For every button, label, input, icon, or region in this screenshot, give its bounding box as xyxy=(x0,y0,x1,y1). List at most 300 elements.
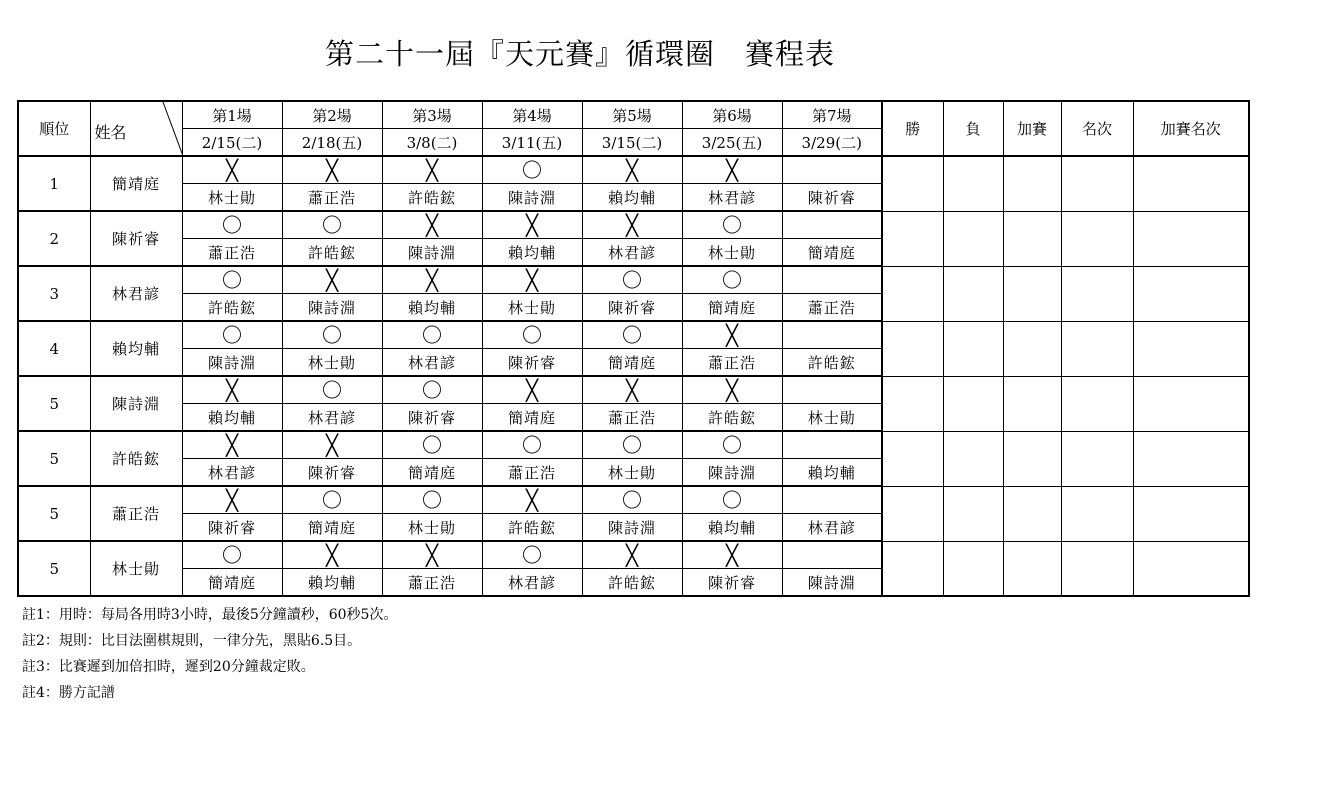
note-line: 註1：用時：每局各用時3小時，最後5分鐘讀秒，60秒5次。 xyxy=(22,607,398,623)
game-result-cell xyxy=(282,486,382,514)
opponent-name: 陳祈睿 xyxy=(407,408,456,427)
game-result-cell xyxy=(682,541,782,569)
opponent-cell xyxy=(582,569,682,597)
game-result-cell xyxy=(582,266,682,294)
game-result-cell xyxy=(682,486,782,514)
game-result-mark: 〇 xyxy=(422,487,442,512)
game-result-mark: ╳ xyxy=(625,377,639,402)
game-result-cell xyxy=(282,156,382,184)
round-date: 3/11(五) xyxy=(482,129,582,157)
opponent-name: 許皓鋐 xyxy=(507,518,556,537)
player-name: 林士勛 xyxy=(90,541,182,596)
opponent-name: 蕭正浩 xyxy=(607,408,656,427)
opponent-cell xyxy=(782,349,882,377)
playoff-placing-cell xyxy=(1133,211,1249,266)
opponent-cell xyxy=(382,239,482,267)
opponent-name: 簡靖庭 xyxy=(407,463,456,482)
game-result-cell xyxy=(282,321,382,349)
playoff-placing-cell xyxy=(1133,321,1249,376)
round-label: 第5場 xyxy=(582,101,682,129)
schedule-table xyxy=(17,100,1250,597)
player-rank: 5 xyxy=(18,376,90,431)
game-result-cell xyxy=(782,486,882,514)
placing-cell xyxy=(1061,321,1133,376)
opponent-cell xyxy=(382,459,482,487)
game-result-cell xyxy=(782,431,882,459)
opponent-name: 賴均輔 xyxy=(707,518,756,537)
opponent-name: 陳詩淵 xyxy=(507,188,556,207)
placing-cell xyxy=(1061,156,1133,211)
placing-cell xyxy=(1061,541,1133,596)
game-result-mark: 〇 xyxy=(222,542,242,567)
game-result-mark: 〇 xyxy=(622,267,642,292)
player-name: 簡靖庭 xyxy=(90,156,182,211)
player-name: 許皓鋐 xyxy=(90,431,182,486)
round-label: 第4場 xyxy=(482,101,582,129)
game-result-cell xyxy=(182,156,282,184)
game-result-mark: ╳ xyxy=(425,542,439,567)
game-result-cell xyxy=(482,486,582,514)
opponent-cell xyxy=(382,349,482,377)
opponent-name: 蕭正浩 xyxy=(207,243,256,262)
player-result-row xyxy=(18,211,1249,239)
player-name: 賴均輔 xyxy=(90,321,182,376)
opponent-cell xyxy=(382,404,482,432)
opponent-cell xyxy=(282,239,382,267)
game-result-mark: 〇 xyxy=(722,432,742,457)
opponent-name: 陳詩淵 xyxy=(207,353,256,372)
game-result-cell xyxy=(782,541,882,569)
opponent-name: 許皓鋐 xyxy=(407,188,456,207)
game-result-mark: ╳ xyxy=(725,322,739,347)
game-result-cell xyxy=(682,266,782,294)
note-line: 註3：比賽遲到加倍扣時，遲到20分鐘裁定敗。 xyxy=(22,659,315,675)
opponent-cell xyxy=(382,184,482,212)
game-result-cell xyxy=(382,321,482,349)
game-result-mark: 〇 xyxy=(722,487,742,512)
round-label: 第7場 xyxy=(782,101,882,129)
playoff-cell xyxy=(1003,321,1061,376)
game-result-cell xyxy=(282,376,382,404)
game-result-mark: ╳ xyxy=(325,542,339,567)
game-result-mark: 〇 xyxy=(722,212,742,237)
opponent-cell xyxy=(682,349,782,377)
game-result-cell xyxy=(482,541,582,569)
playoff-cell xyxy=(1003,376,1061,431)
opponent-cell xyxy=(482,569,582,597)
game-result-cell xyxy=(782,266,882,294)
game-result-mark: 〇 xyxy=(222,212,242,237)
game-result-mark: ╳ xyxy=(525,487,539,512)
game-result-mark: 〇 xyxy=(522,157,542,182)
opponent-name: 蕭正浩 xyxy=(307,188,356,207)
losses-cell xyxy=(943,486,1003,541)
opponent-cell xyxy=(482,239,582,267)
game-result-cell xyxy=(382,541,482,569)
placing-cell xyxy=(1061,211,1133,266)
game-result-cell xyxy=(382,376,482,404)
game-result-mark: ╳ xyxy=(425,157,439,182)
game-result-cell xyxy=(782,321,882,349)
game-result-cell xyxy=(582,541,682,569)
opponent-cell xyxy=(582,239,682,267)
game-result-mark: ╳ xyxy=(425,212,439,237)
opponent-cell xyxy=(482,184,582,212)
player-result-row xyxy=(18,431,1249,459)
opponent-name: 陳祈睿 xyxy=(807,188,856,207)
opponent-cell xyxy=(182,404,282,432)
name-header-label: 姓名 xyxy=(94,123,127,142)
playoff-cell xyxy=(1003,156,1061,211)
round-date: 2/15(二) xyxy=(182,129,282,157)
game-result-cell xyxy=(482,431,582,459)
opponent-name: 許皓鋐 xyxy=(607,573,656,592)
opponent-name: 簡靖庭 xyxy=(807,243,856,262)
opponent-name: 林君諺 xyxy=(407,353,456,372)
page-title: 第二十一屆『天元賽』循環圈 賽程表 xyxy=(324,37,835,71)
placing-cell xyxy=(1061,431,1133,486)
opponent-name: 許皓鋐 xyxy=(707,408,756,427)
opponent-name: 賴均輔 xyxy=(307,573,356,592)
game-result-cell xyxy=(682,211,782,239)
game-result-mark: ╳ xyxy=(625,157,639,182)
game-result-cell xyxy=(582,321,682,349)
player-rank: 4 xyxy=(18,321,90,376)
player-rank: 3 xyxy=(18,266,90,321)
opponent-cell xyxy=(382,294,482,322)
playoff-placing-cell xyxy=(1133,156,1249,211)
wins-cell xyxy=(882,321,943,376)
opponent-name: 簡靖庭 xyxy=(707,298,756,317)
game-result-cell xyxy=(682,376,782,404)
opponent-name: 蕭正浩 xyxy=(807,298,856,317)
playoff-placing-cell xyxy=(1133,486,1249,541)
opponent-name: 陳詩淵 xyxy=(707,463,756,482)
opponent-name: 簡靖庭 xyxy=(307,518,356,537)
playoff-placing-cell xyxy=(1133,541,1249,596)
game-result-mark: ╳ xyxy=(625,212,639,237)
opponent-cell xyxy=(682,184,782,212)
playoff-cell xyxy=(1003,431,1061,486)
name-header xyxy=(90,101,182,156)
opponent-name: 賴均輔 xyxy=(207,408,256,427)
opponent-name: 林君諺 xyxy=(607,243,656,262)
player-rank: 2 xyxy=(18,211,90,266)
playoff-placing-header: 加賽名次 xyxy=(1133,101,1249,156)
opponent-name: 許皓鋐 xyxy=(807,353,856,372)
game-result-cell xyxy=(682,321,782,349)
player-result-row xyxy=(18,486,1249,514)
game-result-mark: ╳ xyxy=(525,267,539,292)
opponent-cell xyxy=(682,514,782,542)
opponent-cell xyxy=(682,569,782,597)
opponent-name: 賴均輔 xyxy=(607,188,656,207)
opponent-name: 陳祈睿 xyxy=(607,298,656,317)
note-line: 註2：規則：比目法圍棋規則，一律分先，黑貼6.5目。 xyxy=(22,633,362,649)
game-result-cell xyxy=(382,211,482,239)
opponent-name: 陳祈睿 xyxy=(507,353,556,372)
game-result-mark: ╳ xyxy=(525,377,539,402)
opponent-name: 林士勛 xyxy=(407,518,456,537)
wins-cell xyxy=(882,541,943,596)
opponent-cell xyxy=(282,514,382,542)
wins-cell xyxy=(882,431,943,486)
opponent-cell xyxy=(782,514,882,542)
game-result-cell xyxy=(282,541,382,569)
game-result-cell xyxy=(682,156,782,184)
game-result-cell xyxy=(482,266,582,294)
game-result-cell xyxy=(182,486,282,514)
opponent-cell xyxy=(282,459,382,487)
player-rank: 5 xyxy=(18,431,90,486)
opponent-cell xyxy=(582,349,682,377)
opponent-name: 林君諺 xyxy=(307,408,356,427)
game-result-cell xyxy=(382,266,482,294)
game-result-mark: ╳ xyxy=(525,212,539,237)
game-result-mark: 〇 xyxy=(522,322,542,347)
opponent-name: 許皓鋐 xyxy=(207,298,256,317)
opponent-cell xyxy=(682,459,782,487)
game-result-mark: 〇 xyxy=(522,542,542,567)
game-result-mark: ╳ xyxy=(325,267,339,292)
opponent-cell xyxy=(782,569,882,597)
wins-cell xyxy=(882,156,943,211)
playoff-cell xyxy=(1003,541,1061,596)
round-label: 第3場 xyxy=(382,101,482,129)
wins-cell xyxy=(882,486,943,541)
game-result-mark: 〇 xyxy=(422,377,442,402)
opponent-name: 陳祈睿 xyxy=(207,518,256,537)
game-result-cell xyxy=(782,211,882,239)
opponent-cell xyxy=(182,514,282,542)
playoff-placing-cell xyxy=(1133,431,1249,486)
player-result-row xyxy=(18,266,1249,294)
player-rank: 1 xyxy=(18,156,90,211)
opponent-cell xyxy=(482,514,582,542)
losses-cell xyxy=(943,541,1003,596)
game-result-cell xyxy=(582,486,682,514)
player-name: 陳詩淵 xyxy=(90,376,182,431)
round-date: 3/8(二) xyxy=(382,129,482,157)
opponent-name: 林士勛 xyxy=(207,188,256,207)
game-result-cell xyxy=(282,211,382,239)
game-result-mark: ╳ xyxy=(225,487,239,512)
losses-cell xyxy=(943,266,1003,321)
opponent-cell xyxy=(282,294,382,322)
losses-cell xyxy=(943,376,1003,431)
game-result-mark: 〇 xyxy=(622,322,642,347)
round-date: 2/18(五) xyxy=(282,129,382,157)
game-result-cell xyxy=(182,321,282,349)
opponent-cell xyxy=(482,349,582,377)
game-result-mark: ╳ xyxy=(325,157,339,182)
opponent-cell xyxy=(282,184,382,212)
opponent-name: 林士勛 xyxy=(607,463,656,482)
player-rank: 5 xyxy=(18,486,90,541)
opponent-name: 陳詩淵 xyxy=(807,573,856,592)
opponent-cell xyxy=(682,239,782,267)
opponent-cell xyxy=(382,514,482,542)
game-result-cell xyxy=(282,431,382,459)
game-result-cell xyxy=(482,321,582,349)
game-result-cell xyxy=(482,376,582,404)
game-result-mark: ╳ xyxy=(725,157,739,182)
opponent-name: 許皓鋐 xyxy=(307,243,356,262)
game-result-cell xyxy=(182,541,282,569)
player-result-row xyxy=(18,376,1249,404)
player-result-row xyxy=(18,541,1249,569)
playoff-placing-cell xyxy=(1133,376,1249,431)
opponent-name: 林士勛 xyxy=(807,408,856,427)
opponent-cell xyxy=(782,404,882,432)
opponent-cell xyxy=(782,459,882,487)
opponent-cell xyxy=(582,514,682,542)
opponent-cell xyxy=(582,404,682,432)
game-result-cell xyxy=(482,156,582,184)
game-result-cell xyxy=(382,486,482,514)
losses-cell xyxy=(943,321,1003,376)
losses-header: 負 xyxy=(943,101,1003,156)
game-result-cell xyxy=(582,431,682,459)
opponent-cell xyxy=(282,404,382,432)
game-result-mark: ╳ xyxy=(425,267,439,292)
round-date: 3/25(五) xyxy=(682,129,782,157)
opponent-cell xyxy=(782,294,882,322)
opponent-cell xyxy=(582,294,682,322)
game-result-cell xyxy=(782,156,882,184)
game-result-mark: ╳ xyxy=(325,432,339,457)
game-result-mark: 〇 xyxy=(222,267,242,292)
placing-cell xyxy=(1061,486,1133,541)
game-result-mark: ╳ xyxy=(225,377,239,402)
game-result-mark: 〇 xyxy=(722,267,742,292)
game-result-mark: 〇 xyxy=(322,212,342,237)
wins-cell xyxy=(882,211,943,266)
opponent-name: 陳詩淵 xyxy=(407,243,456,262)
game-result-cell xyxy=(182,211,282,239)
game-result-mark: 〇 xyxy=(322,322,342,347)
opponent-cell xyxy=(182,184,282,212)
round-label: 第2場 xyxy=(282,101,382,129)
round-date: 3/15(二) xyxy=(582,129,682,157)
game-result-mark: 〇 xyxy=(222,322,242,347)
losses-cell xyxy=(943,211,1003,266)
opponent-cell xyxy=(682,404,782,432)
opponent-name: 林君諺 xyxy=(807,518,856,537)
opponent-name: 簡靖庭 xyxy=(607,353,656,372)
round-label: 第6場 xyxy=(682,101,782,129)
note-line: 註4：勝方記譜 xyxy=(22,685,115,701)
rank-header: 順位 xyxy=(18,101,90,156)
opponent-cell xyxy=(282,349,382,377)
playoff-cell xyxy=(1003,486,1061,541)
opponent-name: 蕭正浩 xyxy=(407,573,456,592)
opponent-name: 林士勛 xyxy=(307,353,356,372)
opponent-name: 林士勛 xyxy=(707,243,756,262)
opponent-name: 蕭正浩 xyxy=(707,353,756,372)
opponent-name: 簡靖庭 xyxy=(507,408,556,427)
game-result-cell xyxy=(182,431,282,459)
game-result-cell xyxy=(582,156,682,184)
opponent-name: 林士勛 xyxy=(507,298,556,317)
game-result-cell xyxy=(782,376,882,404)
game-result-cell xyxy=(182,266,282,294)
opponent-name: 陳詩淵 xyxy=(307,298,356,317)
placing-header: 名次 xyxy=(1061,101,1133,156)
playoff-header: 加賽 xyxy=(1003,101,1061,156)
round-date: 3/29(二) xyxy=(782,129,882,157)
opponent-cell xyxy=(782,184,882,212)
player-result-row xyxy=(18,156,1249,184)
playoff-cell xyxy=(1003,266,1061,321)
opponent-cell xyxy=(182,459,282,487)
game-result-mark: ╳ xyxy=(225,432,239,457)
opponent-cell xyxy=(182,239,282,267)
opponent-name: 賴均輔 xyxy=(407,298,456,317)
opponent-name: 蕭正浩 xyxy=(507,463,556,482)
opponent-name: 陳祈睿 xyxy=(707,573,756,592)
opponent-name: 陳詩淵 xyxy=(607,518,656,537)
opponent-name: 林君諺 xyxy=(207,463,256,482)
game-result-mark: ╳ xyxy=(625,542,639,567)
game-result-mark: 〇 xyxy=(322,377,342,402)
game-result-cell xyxy=(682,431,782,459)
game-result-cell xyxy=(382,156,482,184)
notes xyxy=(22,602,397,706)
opponent-cell xyxy=(182,294,282,322)
game-result-mark: ╳ xyxy=(225,157,239,182)
opponent-name: 賴均輔 xyxy=(507,243,556,262)
player-result-row xyxy=(18,321,1249,349)
opponent-cell xyxy=(482,294,582,322)
opponent-cell xyxy=(182,349,282,377)
game-result-mark: 〇 xyxy=(522,432,542,457)
wins-cell xyxy=(882,266,943,321)
opponent-cell xyxy=(282,569,382,597)
opponent-cell xyxy=(482,404,582,432)
round-label: 第1場 xyxy=(182,101,282,129)
opponent-name: 林君諺 xyxy=(507,573,556,592)
game-result-mark: ╳ xyxy=(725,377,739,402)
losses-cell xyxy=(943,431,1003,486)
placing-cell xyxy=(1061,376,1133,431)
opponent-cell xyxy=(182,569,282,597)
game-result-cell xyxy=(382,431,482,459)
game-result-cell xyxy=(582,376,682,404)
game-result-mark: 〇 xyxy=(622,487,642,512)
placing-cell xyxy=(1061,266,1133,321)
wins-cell xyxy=(882,376,943,431)
game-result-mark: 〇 xyxy=(322,487,342,512)
player-rank: 5 xyxy=(18,541,90,596)
game-result-cell xyxy=(482,211,582,239)
wins-header: 勝 xyxy=(882,101,943,156)
opponent-cell xyxy=(782,239,882,267)
game-result-mark: 〇 xyxy=(422,432,442,457)
player-name: 陳祈睿 xyxy=(90,211,182,266)
game-result-mark: 〇 xyxy=(422,322,442,347)
opponent-cell xyxy=(682,294,782,322)
game-result-cell xyxy=(182,376,282,404)
playoff-cell xyxy=(1003,211,1061,266)
game-result-cell xyxy=(582,211,682,239)
game-result-mark: 〇 xyxy=(622,432,642,457)
opponent-name: 陳祈睿 xyxy=(307,463,356,482)
game-result-mark: ╳ xyxy=(725,542,739,567)
losses-cell xyxy=(943,156,1003,211)
opponent-cell xyxy=(582,184,682,212)
opponent-cell xyxy=(482,459,582,487)
